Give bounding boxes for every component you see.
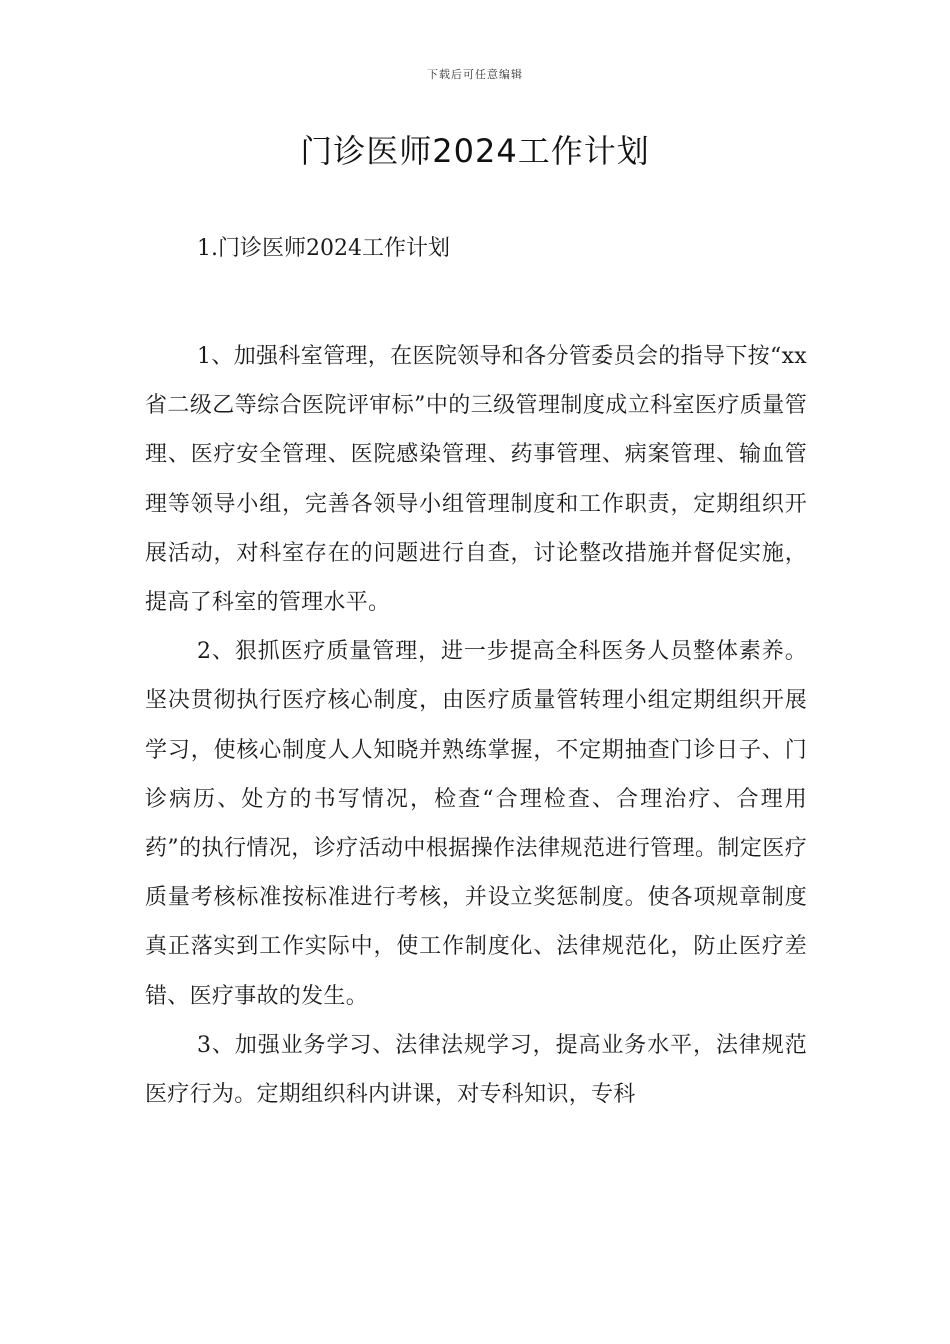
section-subheading: 1.门诊医师2024工作计划 [197,236,450,261]
document-body [145,226,807,1119]
header-note: 下载后可任意编辑 [427,68,523,81]
paragraph-3: 3、加强业务学习、法律法规学习，提高业务水平，法律规范医疗行为。定期组织科内讲课，对专科知识，专科 [145,1032,807,1108]
paragraph-1: 1、加强科室管理，在医院领导和各分管委员会的指导下按“xx省二级乙等综合医院评审标”中的三级管理制度成立科室医疗质量管理、医疗安全管理、医院感染管理、药事管理、病案管理、输血管理等领导小组，完善各领导小组管理制度和工作职责，定期组织开展活动，对科室存在的问题进行自查，讨论整改措施并督促实施，提高了科室的管理水平。 [145,344,807,616]
document-title: 门诊医师2024工作计划 [300,132,650,170]
paragraph-2: 2、狠抓医疗质量管理，进一步提高全科医务人员整体素养。坚决贯彻执行医疗核心制度，由医疗质量管转理小组定期组织开展学习，使核心制度人人知晓并熟练掌握，不定期抽查门诊日子、门诊病历、处方的书写情况，检查“合理检查、合理治疗、合理用药”的执行情况，诊疗活动中根据操作法律规范进行管理。制定医疗质量考核标准按标准进行考核，并设立奖惩制度。使各项规章制度真正落实到工作实际中，使工作制度化、法律规范化，防止医疗差错、医疗事故的发生。 [145,639,807,1009]
